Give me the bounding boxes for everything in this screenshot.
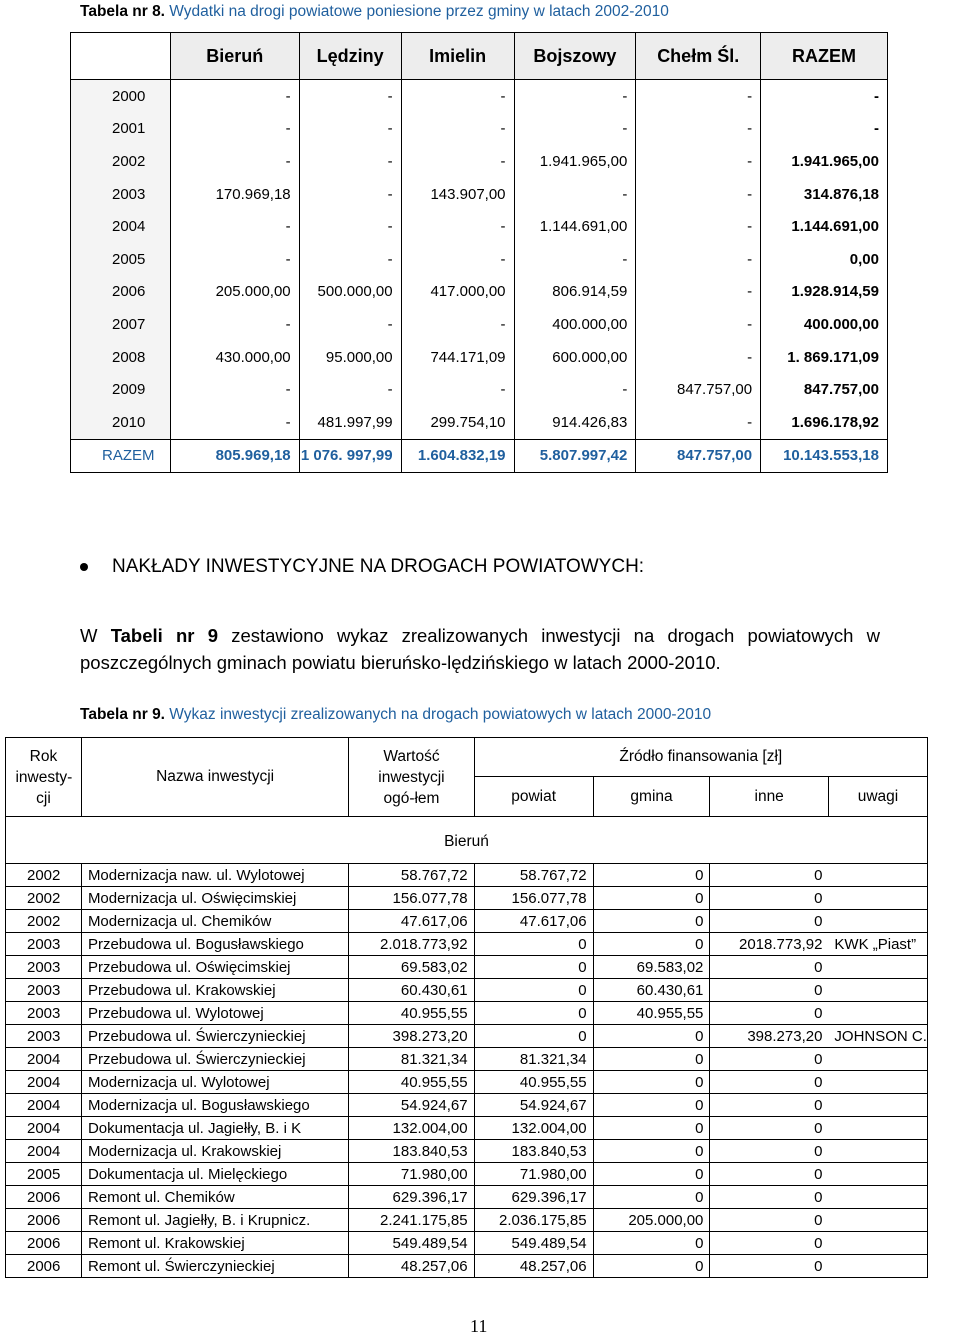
year-cell: 2002 [71, 145, 171, 178]
value-cell: 95.000,00 [299, 341, 401, 374]
value-cell: 1.696.178,92 [791, 413, 879, 431]
value-cell: 914.426,83 [514, 406, 636, 439]
cell-powiat: 0 [474, 979, 593, 1002]
cell-powiat: 183.840,53 [474, 1140, 593, 1163]
year-cell: 2005 [71, 243, 171, 276]
cell-inne: 0 [710, 1094, 829, 1117]
cell-wartosc: 58.767,72 [349, 864, 474, 887]
table9 [5, 737, 928, 1278]
value-cell: 1.941.965,00 [514, 145, 636, 178]
cell-rok: 2006 [6, 1186, 82, 1209]
value-cell: 400.000,00 [514, 308, 636, 341]
cell-uwagi [828, 1094, 927, 1117]
header-cell: Chełm Śl. [636, 33, 761, 80]
table-row [6, 1094, 928, 1117]
cell-nazwa: Przebudowa ul. Wylotowej [81, 1002, 348, 1025]
cell-nazwa: Dokumentacja ul. Jagiełły, B. i K [81, 1117, 348, 1140]
sum-cell: 1 076. 997,99 [299, 439, 401, 472]
table-row [6, 1186, 928, 1209]
cell-gmina: 0 [593, 910, 710, 933]
cell-uwagi [828, 979, 927, 1002]
cell-inne: 0 [710, 1232, 829, 1255]
year-cell: 2001 [71, 113, 171, 146]
value-cell: - [170, 243, 299, 276]
table-row [6, 1255, 928, 1278]
cell-wartosc: 132.004,00 [349, 1117, 474, 1140]
cell-gmina: 0 [593, 1163, 710, 1186]
section-paragraph [80, 622, 880, 676]
sum-cell: 10.143.553,18 [761, 439, 888, 472]
cell-rok: 2004 [6, 1094, 82, 1117]
cell-gmina: 0 [593, 1048, 710, 1071]
cell-uwagi [828, 1002, 927, 1025]
header-cell: Bojszowy [514, 33, 636, 80]
cell-uwagi [828, 1140, 927, 1163]
cell-inne: 0 [710, 1163, 829, 1186]
table-row [6, 887, 928, 910]
value-cell: 0,00 [849, 250, 879, 268]
cell-rok: 2003 [6, 933, 82, 956]
cell-gmina: 0 [593, 1140, 710, 1163]
cell-powiat: 47.617,06 [474, 910, 593, 933]
cell-uwagi [828, 1163, 927, 1186]
value-cell: - [636, 145, 761, 178]
value-cell: - [401, 373, 514, 406]
cell-uwagi [828, 1117, 927, 1140]
cell-inne: 0 [710, 1071, 829, 1094]
cell-uwagi [828, 887, 927, 910]
cell-gmina: 0 [593, 1071, 710, 1094]
cell-wartosc: 40.955,55 [349, 1002, 474, 1025]
cell-uwagi [828, 910, 927, 933]
cell-powiat: 58.767,72 [474, 864, 593, 887]
table-row [6, 1232, 928, 1255]
year-cell: 2003 [71, 178, 171, 211]
value-cell: 400.000,00 [803, 315, 879, 333]
cell-inne: 0 [710, 1002, 829, 1025]
value-cell: 143.907,00 [401, 178, 514, 211]
value-cell: 430.000,00 [170, 341, 299, 374]
header-wartosc: Wartość inwestycji ogó-łem [349, 738, 474, 817]
value-cell: - [170, 80, 299, 113]
table-row [71, 113, 888, 146]
value-cell: - [299, 210, 401, 243]
header-inne: inne [710, 777, 829, 817]
value-cell: - [636, 276, 761, 309]
value-cell: 1.928.914,59 [791, 283, 879, 301]
cell-uwagi [828, 1209, 927, 1232]
cell-rok: 2006 [6, 1209, 82, 1232]
value-cell: - [401, 243, 514, 276]
cell-powiat: 2.036.175,85 [474, 1209, 593, 1232]
value-cell: - [170, 373, 299, 406]
value-cell: - [514, 243, 636, 276]
table-row [6, 1071, 928, 1094]
header-zrodlo: Źródło finansowania [zł] [619, 748, 783, 765]
cell-wartosc: 549.489,54 [349, 1232, 474, 1255]
cell-inne: 0 [710, 910, 829, 933]
value-cell: - [636, 308, 761, 341]
cell-uwagi [828, 1071, 927, 1094]
value-cell: - [636, 406, 761, 439]
value-cell: - [299, 80, 401, 113]
value-cell: - [514, 178, 636, 211]
year-cell: 2009 [71, 373, 171, 406]
cell-gmina: 0 [593, 864, 710, 887]
cell-gmina: 0 [593, 1255, 710, 1278]
cell-gmina: 0 [593, 887, 710, 910]
cell-uwagi [828, 1048, 927, 1071]
cell-powiat: 71.980,00 [474, 1163, 593, 1186]
table-row [6, 910, 928, 933]
cell-uwagi [828, 864, 927, 887]
cell-nazwa: Przebudowa ul. Bogusławskiego [81, 933, 348, 956]
cell-nazwa: Modernizacja ul. Chemików [81, 910, 348, 933]
value-cell: 299.754,10 [401, 406, 514, 439]
cell-uwagi [828, 956, 927, 979]
year-cell: 2004 [71, 210, 171, 243]
cell-inne: 0 [710, 1209, 829, 1232]
value-cell: - [299, 308, 401, 341]
cell-nazwa: Modernizacja ul. Krakowskiej [81, 1140, 348, 1163]
value-cell: - [299, 145, 401, 178]
value-cell: - [636, 80, 761, 113]
cell-nazwa: Remont ul. Krakowskiej [81, 1232, 348, 1255]
cell-nazwa: Przebudowa ul. Świerczynieckiej [81, 1025, 348, 1048]
value-cell: - [514, 373, 636, 406]
value-cell: - [170, 113, 299, 146]
cell-gmina: 0 [593, 1186, 710, 1209]
table-row [71, 308, 888, 341]
cell-powiat: 0 [474, 1002, 593, 1025]
cell-powiat: 0 [474, 956, 593, 979]
cell-inne: 0 [710, 1117, 829, 1140]
value-cell: 744.171,09 [401, 341, 514, 374]
value-cell: - [170, 210, 299, 243]
cell-rok: 2002 [6, 864, 82, 887]
value-cell: - [401, 308, 514, 341]
header-cell: Bieruń [170, 33, 299, 80]
cell-uwagi [828, 1255, 927, 1278]
table-row [71, 406, 888, 439]
cell-inne: 0 [710, 956, 829, 979]
value-cell: - [636, 243, 761, 276]
value-cell: - [170, 145, 299, 178]
cell-gmina: 60.430,61 [593, 979, 710, 1002]
header-powiat: powiat [474, 777, 593, 817]
table8-caption-text: Wydatki na drogi powiatowe poniesione przez gminy w latach 2002-2010 [165, 3, 669, 20]
value-cell: 1. 869.171,09 [787, 348, 879, 366]
header-cell: RAZEM [761, 33, 888, 80]
value-cell: - [514, 80, 636, 113]
year-cell: 2008 [71, 341, 171, 374]
value-cell: 600.000,00 [514, 341, 636, 374]
cell-wartosc: 48.257,06 [349, 1255, 474, 1278]
value-cell: - [636, 341, 761, 374]
cell-nazwa: Modernizacja naw. ul. Wylotowej [81, 864, 348, 887]
cell-inne: 0 [710, 864, 829, 887]
table-row [71, 210, 888, 243]
sum-cell: 847.757,00 [636, 439, 761, 472]
cell-uwagi: KWK „Piast” [828, 933, 927, 956]
value-cell: - [401, 80, 514, 113]
value-cell: - [636, 113, 761, 146]
table-row [71, 80, 888, 113]
year-cell: 2000 [71, 80, 171, 113]
cell-uwagi [828, 1232, 927, 1255]
table9-caption-prefix: Tabela nr 9. [80, 706, 165, 723]
cell-rok: 2002 [6, 910, 82, 933]
value-cell: 500.000,00 [299, 276, 401, 309]
table-row [6, 1025, 928, 1048]
header-cell: Lędziny [299, 33, 401, 80]
value-cell: - [170, 406, 299, 439]
value-cell: 205.000,00 [170, 276, 299, 309]
sum-row [71, 439, 888, 472]
table-row [71, 373, 888, 406]
cell-nazwa: Przebudowa ul. Oświęcimskiej [81, 956, 348, 979]
cell-gmina: 0 [593, 1025, 710, 1048]
table-row [6, 956, 928, 979]
cell-nazwa: Przebudowa ul. Krakowskiej [81, 979, 348, 1002]
cell-gmina: 205.000,00 [593, 1209, 710, 1232]
table-row [6, 1140, 928, 1163]
cell-inne: 2018.773,92 [710, 933, 829, 956]
value-cell: - [636, 210, 761, 243]
cell-rok: 2004 [6, 1117, 82, 1140]
header-nazwa: Nazwa inwestycji [81, 738, 348, 817]
value-cell: 847.757,00 [636, 373, 761, 406]
cell-powiat: 54.924,67 [474, 1094, 593, 1117]
value-cell: 847.757,00 [803, 381, 879, 399]
cell-inne: 0 [710, 1140, 829, 1163]
table-row [6, 864, 928, 887]
cell-rok: 2003 [6, 1002, 82, 1025]
sum-cell: 1.604.832,19 [401, 439, 514, 472]
cell-inne: 0 [710, 1186, 829, 1209]
sum-cell: 805.969,18 [170, 439, 299, 472]
para-rest: zestawiono wykaz zrealizowanych inwestycji na drogach powiatowych w poszczególnych gminach powiatu bieruńsko-lędzińskiego w latach 2000-2010. [80, 625, 881, 673]
table-row [71, 276, 888, 309]
page-number: 11 [470, 1316, 488, 1336]
cell-wartosc: 60.430,61 [349, 979, 474, 1002]
cell-rok: 2006 [6, 1255, 82, 1278]
cell-rok: 2003 [6, 1025, 82, 1048]
value-cell: - [874, 120, 879, 138]
table8-caption-prefix: Tabela nr 8. [80, 3, 165, 20]
cell-inne: 0 [710, 1048, 829, 1071]
table-row [6, 979, 928, 1002]
cell-wartosc: 69.583,02 [349, 956, 474, 979]
value-cell: 1.144.691,00 [514, 210, 636, 243]
cell-wartosc: 71.980,00 [349, 1163, 474, 1186]
year-cell: 2010 [71, 406, 171, 439]
table-row [6, 1002, 928, 1025]
year-cell: 2006 [71, 276, 171, 309]
cell-wartosc: 156.077,78 [349, 887, 474, 910]
sum-cell: 5.807.997,42 [514, 439, 636, 472]
cell-wartosc: 629.396,17 [349, 1186, 474, 1209]
header-cell: Imielin [401, 33, 514, 80]
table-row [6, 1117, 928, 1140]
cell-inne: 0 [710, 979, 829, 1002]
value-cell: - [299, 373, 401, 406]
value-cell: 417.000,00 [401, 276, 514, 309]
section-heading: NAKŁADY INWESTYCYJNE NA DROGACH POWIATOWYCH: [112, 556, 645, 577]
cell-wartosc: 2.018.773,92 [349, 933, 474, 956]
header-uwagi: uwagi [828, 777, 927, 817]
cell-nazwa: Remont ul. Jagiełły, B. i Krupnicz. [81, 1209, 348, 1232]
cell-gmina: 0 [593, 933, 710, 956]
table-row [71, 178, 888, 211]
table8 [70, 32, 888, 473]
cell-wartosc: 398.273,20 [349, 1025, 474, 1048]
value-cell: - [636, 178, 761, 211]
year-cell: 2007 [71, 308, 171, 341]
cell-wartosc: 47.617,06 [349, 910, 474, 933]
cell-uwagi [828, 1186, 927, 1209]
value-cell: - [514, 113, 636, 146]
cell-wartosc: 40.955,55 [349, 1071, 474, 1094]
cell-gmina: 0 [593, 1117, 710, 1140]
cell-rok: 2003 [6, 979, 82, 1002]
value-cell: - [401, 113, 514, 146]
cell-rok: 2004 [6, 1140, 82, 1163]
cell-powiat: 549.489,54 [474, 1232, 593, 1255]
cell-inne: 398.273,20 [710, 1025, 829, 1048]
table-row [71, 145, 888, 178]
header-rok: Rok inwesty-cji [6, 738, 82, 817]
table9-caption-text: Wykaz inwestycji zrealizowanych na drogach powiatowych w latach 2000-2010 [165, 706, 712, 723]
cell-nazwa: Modernizacja ul. Wylotowej [81, 1071, 348, 1094]
cell-rok: 2002 [6, 887, 82, 910]
cell-nazwa: Dokumentacja ul. Mielęckiego [81, 1163, 348, 1186]
cell-wartosc: 2.241.175,85 [349, 1209, 474, 1232]
cell-nazwa: Remont ul. Chemików [81, 1186, 348, 1209]
cell-powiat: 40.955,55 [474, 1071, 593, 1094]
cell-powiat: 132.004,00 [474, 1117, 593, 1140]
value-cell: - [299, 243, 401, 276]
value-cell: 806.914,59 [514, 276, 636, 309]
table-row [6, 1163, 928, 1186]
cell-nazwa: Remont ul. Świerczynieckiej [81, 1255, 348, 1278]
cell-powiat: 156.077,78 [474, 887, 593, 910]
table-row [71, 243, 888, 276]
value-cell: - [874, 87, 879, 105]
cell-rok: 2004 [6, 1071, 82, 1094]
para-bold: Tabeli nr 9 [110, 625, 218, 646]
cell-powiat: 0 [474, 933, 593, 956]
cell-rok: 2003 [6, 956, 82, 979]
table8-caption [80, 3, 669, 21]
cell-powiat: 0 [474, 1025, 593, 1048]
cell-inne: 0 [710, 1255, 829, 1278]
value-cell: - [170, 308, 299, 341]
cell-wartosc: 81.321,34 [349, 1048, 474, 1071]
value-cell: - [401, 210, 514, 243]
header-gmina: gmina [593, 777, 710, 817]
bullet-icon [80, 563, 88, 571]
cell-gmina: 40.955,55 [593, 1002, 710, 1025]
cell-rok: 2006 [6, 1232, 82, 1255]
value-cell: 1.941.965,00 [791, 152, 879, 170]
group-label: Bieruń [444, 832, 489, 850]
table9-caption [80, 706, 711, 724]
table-row [71, 341, 888, 374]
cell-inne: 0 [710, 887, 829, 910]
table-row [6, 1209, 928, 1232]
table-row [6, 1048, 928, 1071]
sum-label: RAZEM [71, 439, 171, 472]
cell-powiat: 48.257,06 [474, 1255, 593, 1278]
cell-gmina: 0 [593, 1094, 710, 1117]
value-cell: - [299, 178, 401, 211]
cell-wartosc: 183.840,53 [349, 1140, 474, 1163]
cell-rok: 2005 [6, 1163, 82, 1186]
cell-nazwa: Przebudowa ul. Świerczynieckiej [81, 1048, 348, 1071]
header-blank [71, 33, 171, 80]
value-cell: 481.997,99 [299, 406, 401, 439]
value-cell: - [401, 145, 514, 178]
cell-powiat: 629.396,17 [474, 1186, 593, 1209]
cell-uwagi: JOHNSON C. [828, 1025, 927, 1048]
cell-gmina: 69.583,02 [593, 956, 710, 979]
value-cell: 314.876,18 [803, 185, 879, 203]
table-row [6, 933, 928, 956]
para-prefix: W [80, 625, 111, 646]
value-cell: - [299, 113, 401, 146]
cell-rok: 2004 [6, 1048, 82, 1071]
value-cell: 170.969,18 [170, 178, 299, 211]
value-cell: 1.144.691,00 [791, 218, 879, 236]
cell-nazwa: Modernizacja ul. Oświęcimskiej [81, 887, 348, 910]
cell-gmina: 0 [593, 1232, 710, 1255]
cell-wartosc: 54.924,67 [349, 1094, 474, 1117]
cell-powiat: 81.321,34 [474, 1048, 593, 1071]
cell-nazwa: Modernizacja ul. Bogusławskiego [81, 1094, 348, 1117]
